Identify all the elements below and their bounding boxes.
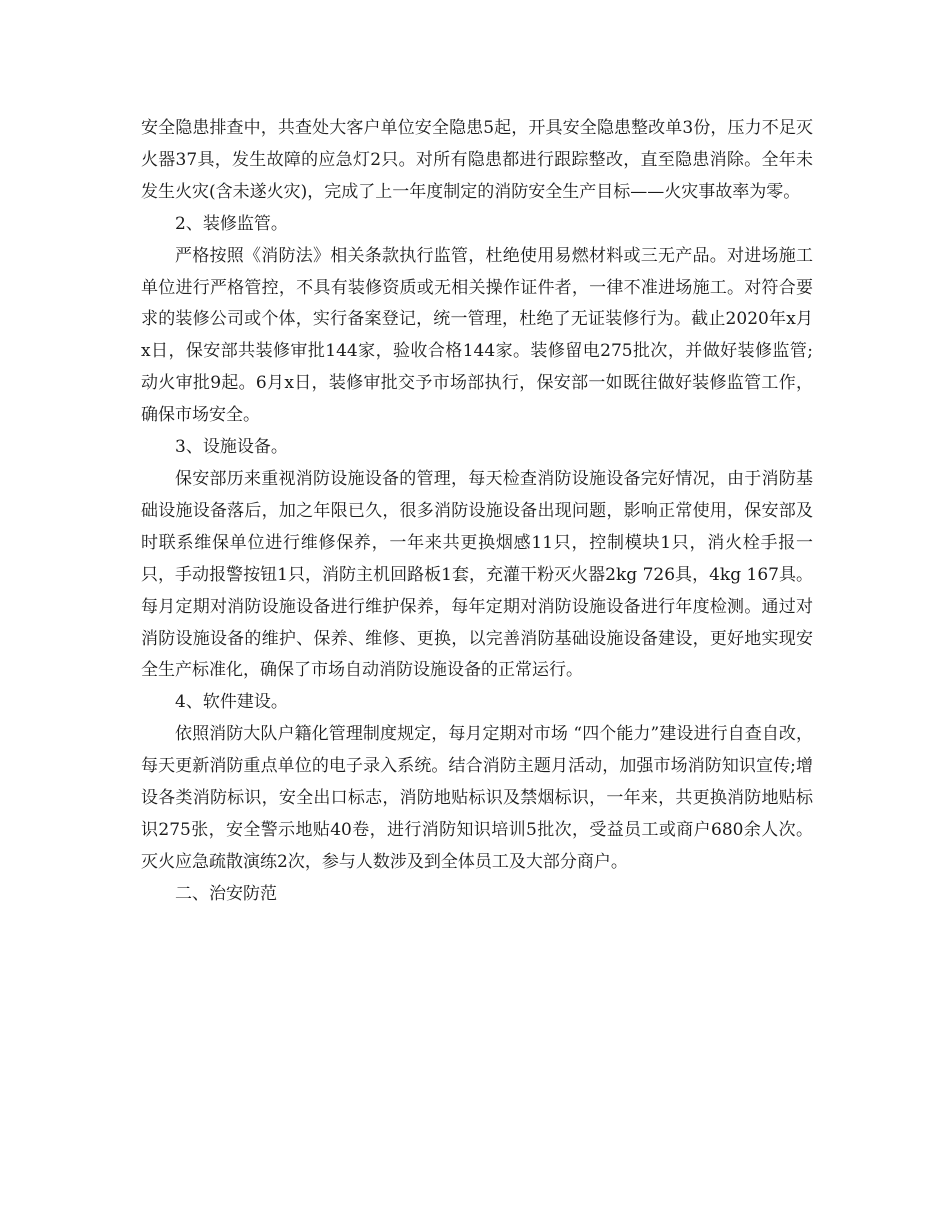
paragraph-software: 依照消防大队户籍化管理制度规定，每月定期对市场 “四个能力”建设进行自查自改，每天更新消防重点单位的电子录入系统。结合消防主题月活动，加强市场消防知识宣传;增设各类消防标识，安全出口标志，消防地贴标识及禁烟标识，一年来，共更换消防地贴标识275张，安全警示地贴40卷，进行消防知识培训5批次，受益员工或商户680余人次。灭火应急疏散演练2次，参与人数涉及到全体员工及大部分商户。 [141, 724, 813, 872]
paragraph-renovation: 严格按照《消防法》相关条款执行监管，杜绝使用易燃材料或三无产品。对进场施工单位进行严格管控，不具有装修资质或无相关操作证件者，一律不准进场施工。对符合要求的装修公司或个体，实行备案登记，统一管理，杜绝了无证装修行为。截止2020年x月x日，保安部共装修审批144家，验收合格144家。装修留电275批次，并做好装修监管;动火审批9起。6月x日，装修审批交予市场部执行，保安部一如既往做好装修监管工作，确保市场安全。 [141, 245, 813, 426]
paragraph-facilities: 保安部历来重视消防设施设备的管理，每天检查消防设施设备完好情况，由于消防基础设施设备落后，加之年限已久，很多消防设施设备出现问题，影响正常使用，保安部及时联系维保单位进行维修保养，一年来共更换烟感11只，控制模块1只，消火栓手报一只，手动报警按钮1只，消防主机回路板1套，充灌干粉灭火器2kg 726具，4kg 167具。每月定期对消防设施设备进行维护保养，每年定期对消防设施设备进行年度检测。通过对消防设施设备的维护、保养、维修、更换，以完善消防基础设施设备建设，更好地实现安全生产标准化，确保了市场自动消防设施设备的正常运行。 [141, 468, 813, 681]
section-heading-public-security: 二、治安防范 [175, 883, 277, 904]
paragraph-hazard-inspection: 安全隐患排查中，共查处大客户单位安全隐患5起，开具安全隐患整改单3份，压力不足灭火器37具，发生故障的应急灯2只。对所有隐患都进行跟踪整改，直至隐患消除。全年未发生火灾(含未遂火灾)，完成了上一年度制定的消防安全生产目标——火灾事故率为零。 [141, 118, 813, 202]
document-body [141, 113, 813, 911]
section-heading-renovation: 2、装修监管。 [175, 213, 288, 234]
section-heading-software: 4、软件建设。 [175, 692, 288, 713]
section-heading-facilities: 3、设施设备。 [175, 437, 288, 458]
